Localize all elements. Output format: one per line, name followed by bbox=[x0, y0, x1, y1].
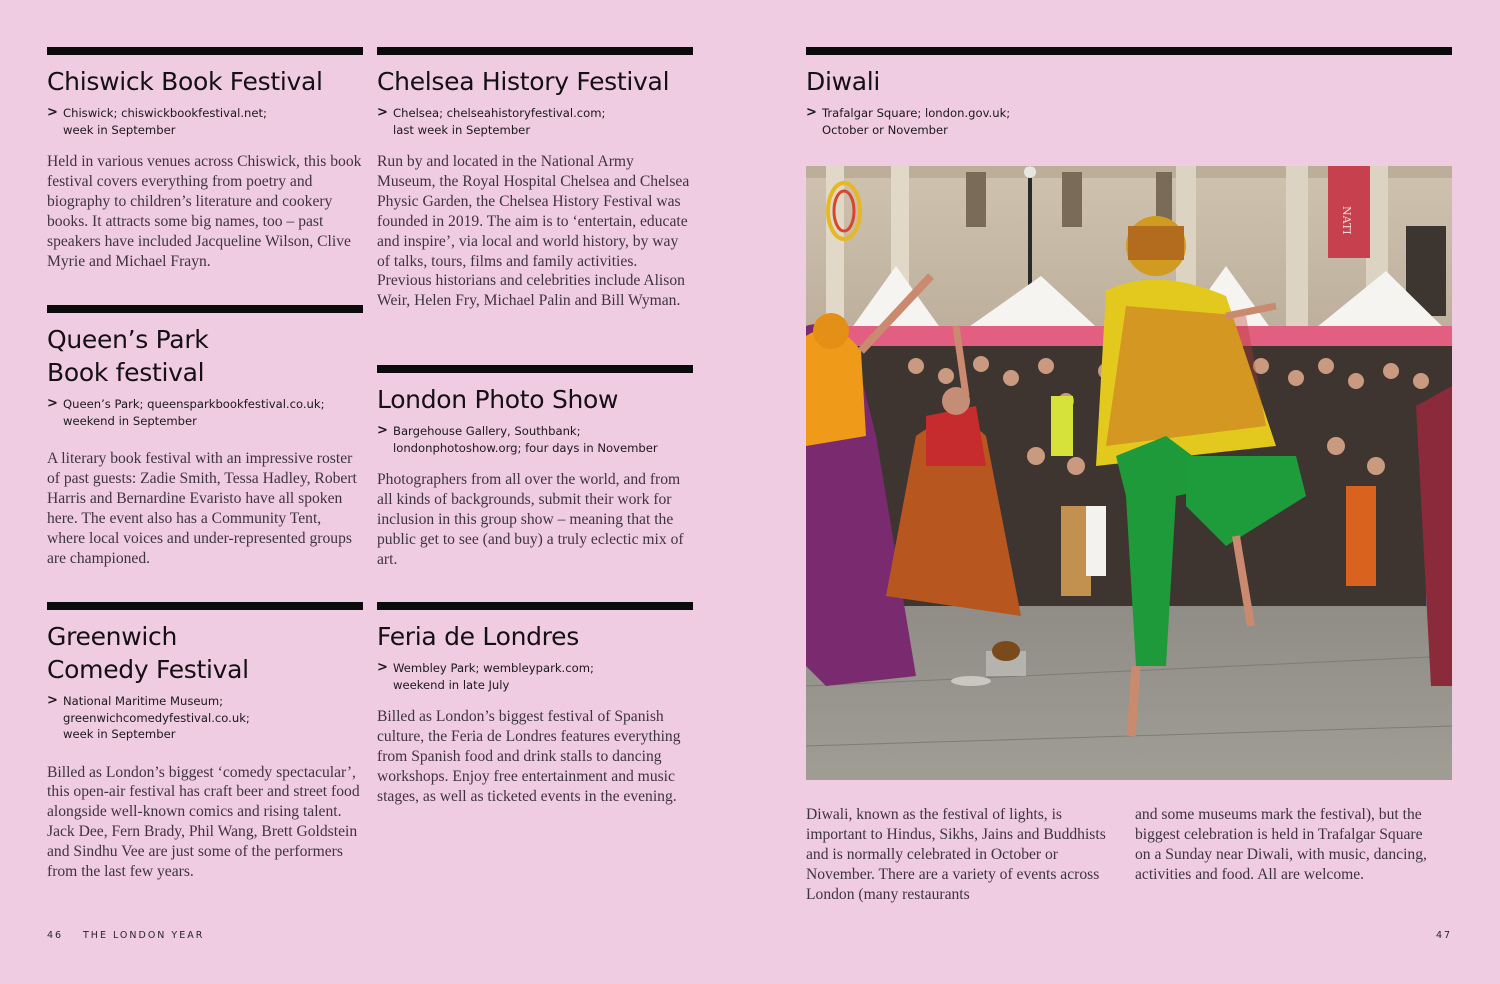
entry-london-photo-show bbox=[377, 365, 693, 585]
meta-line: Chiswick; chiswickbookfestival.net; bbox=[63, 106, 267, 120]
entry-queens-park-book-festival bbox=[47, 305, 363, 584]
entry-meta bbox=[377, 423, 693, 456]
entry-feria-de-londres bbox=[377, 602, 693, 822]
entry-meta bbox=[377, 105, 693, 138]
entry-diwali bbox=[806, 47, 1452, 138]
meta-line: National Maritime Museum; bbox=[63, 694, 224, 708]
entry-meta bbox=[47, 396, 363, 429]
meta-line: greenwichcomedyfestival.co.uk; bbox=[63, 710, 250, 725]
section-rule bbox=[377, 365, 693, 373]
entry-meta bbox=[377, 660, 693, 693]
meta-line: weekend in late July bbox=[393, 677, 510, 692]
entry-title bbox=[47, 620, 363, 686]
title-line: Greenwich bbox=[47, 622, 177, 651]
entry-body: Billed as London’s biggest ‘comedy spectacular’, this open-air festival has craft beer and street food alongside well-known comics and rising talent. Jack Dee, Fern Brady, Phil Wang, Brett Goldstein and Sindhu Vee are just some of the performers from the last few years. bbox=[47, 763, 360, 881]
running-head: THE LONDON YEAR bbox=[83, 930, 205, 941]
section-rule bbox=[377, 47, 693, 55]
chevron-right-icon: > bbox=[47, 693, 58, 708]
entry-title: Chelsea History Festival bbox=[377, 67, 670, 96]
section-rule bbox=[47, 305, 363, 313]
svg-text:NATI: NATI bbox=[1340, 206, 1353, 235]
diwali-photo-illustration bbox=[806, 166, 1452, 780]
meta-line: week in September bbox=[63, 122, 176, 137]
meta-line: October or November bbox=[822, 122, 948, 137]
chevron-right-icon: > bbox=[377, 423, 388, 438]
section-rule bbox=[806, 47, 1452, 55]
entry-meta bbox=[47, 693, 363, 743]
meta-line: week in September bbox=[63, 727, 176, 741]
entry-body: Photographers from all over the world, and from all kinds of backgrounds, submit their work for inclusion in this group show – meaning that the public get to see (and buy) a truly eclectic mix of art. bbox=[377, 471, 684, 568]
meta-line: weekend in September bbox=[63, 413, 197, 428]
chevron-right-icon: > bbox=[806, 105, 817, 120]
chevron-right-icon: > bbox=[377, 105, 388, 120]
entry-body: A literary book festival with an impressive roster of past guests: Zadie Smith, Tessa Hadley, Robert Harris and Bernardine Evaristo have all spoken here. The event also has a Community Tent, where local voices and under-represented groups are championed. bbox=[47, 450, 357, 567]
chevron-right-icon: > bbox=[47, 396, 58, 411]
title-line: Queen’s Park bbox=[47, 325, 209, 354]
entry-meta bbox=[806, 105, 1452, 138]
entry-title: Chiswick Book Festival bbox=[47, 67, 323, 96]
chevron-right-icon: > bbox=[377, 660, 388, 675]
section-rule bbox=[47, 47, 363, 55]
section-rule bbox=[377, 602, 693, 610]
meta-line: Trafalgar Square; london.gov.uk; bbox=[822, 106, 1011, 120]
page-number-left: 46 bbox=[47, 930, 64, 941]
entry-greenwich-comedy-festival bbox=[47, 602, 363, 898]
entry-body: Held in various venues across Chiswick, this book festival covers everything from poetry and biography to children’s literature and cookery books. It attracts some big names, too – past speakers have included Jacqueline Wilson, Clive Myrie and Michael Frayn. bbox=[47, 153, 362, 270]
entry-body: Billed as London’s biggest festival of Spanish culture, the Feria de Londres features everything from Spanish food and drink stalls to dancing workshops. Enjoy free entertainment and music stages, as well as ticketed events in the evening. bbox=[377, 708, 681, 805]
chevron-right-icon: > bbox=[47, 105, 58, 120]
meta-line: last week in September bbox=[393, 122, 531, 137]
entry-title: London Photo Show bbox=[377, 385, 619, 414]
entry-chiswick-book-festival bbox=[47, 47, 363, 287]
page-number-right: 47 bbox=[1436, 930, 1453, 941]
entry-chelsea-history-festival bbox=[377, 47, 693, 327]
entry-title: Diwali bbox=[806, 67, 881, 96]
meta-line: Wembley Park; wembleypark.com; bbox=[393, 661, 594, 675]
entry-title: Feria de Londres bbox=[377, 622, 579, 651]
meta-line: Chelsea; chelseahistoryfestival.com; bbox=[393, 106, 606, 120]
diwali-photo bbox=[806, 166, 1452, 780]
meta-line: Bargehouse Gallery, Southbank; bbox=[393, 424, 581, 438]
entry-title bbox=[47, 323, 363, 389]
diwali-body-column-2: and some museums mark the festival), but the biggest celebration is held in Trafalgar Square on a Sunday near Diwali, with music, dancing, activities and food. All are welcome. bbox=[1135, 806, 1427, 883]
title-line: Book festival bbox=[47, 358, 205, 387]
entry-meta bbox=[47, 105, 363, 138]
title-line: Comedy Festival bbox=[47, 655, 249, 684]
diwali-body-column-1: Diwali, known as the festival of lights, is important to Hindus, Sikhs, Jains and Buddhists and is normally celebrated in October or November. There are a variety of events across London (many restaurants bbox=[806, 806, 1106, 903]
section-rule bbox=[47, 602, 363, 610]
meta-line: Queen’s Park; queensparkbookfestival.co.uk; bbox=[63, 397, 325, 411]
meta-line: londonphotoshow.org; four days in November bbox=[393, 440, 658, 455]
entry-body: Run by and located in the National Army Museum, the Royal Hospital Chelsea and Chelsea Physic Garden, the Chelsea History Festival was founded in 2019. The aim is to ‘entertain, educate and inspire’, via local and world history, by way of talks, tours, films and family activities. Previous historians and celebrities include Alison Weir, Helen Fry, Michael Palin and Bill Wyman. bbox=[377, 153, 690, 310]
